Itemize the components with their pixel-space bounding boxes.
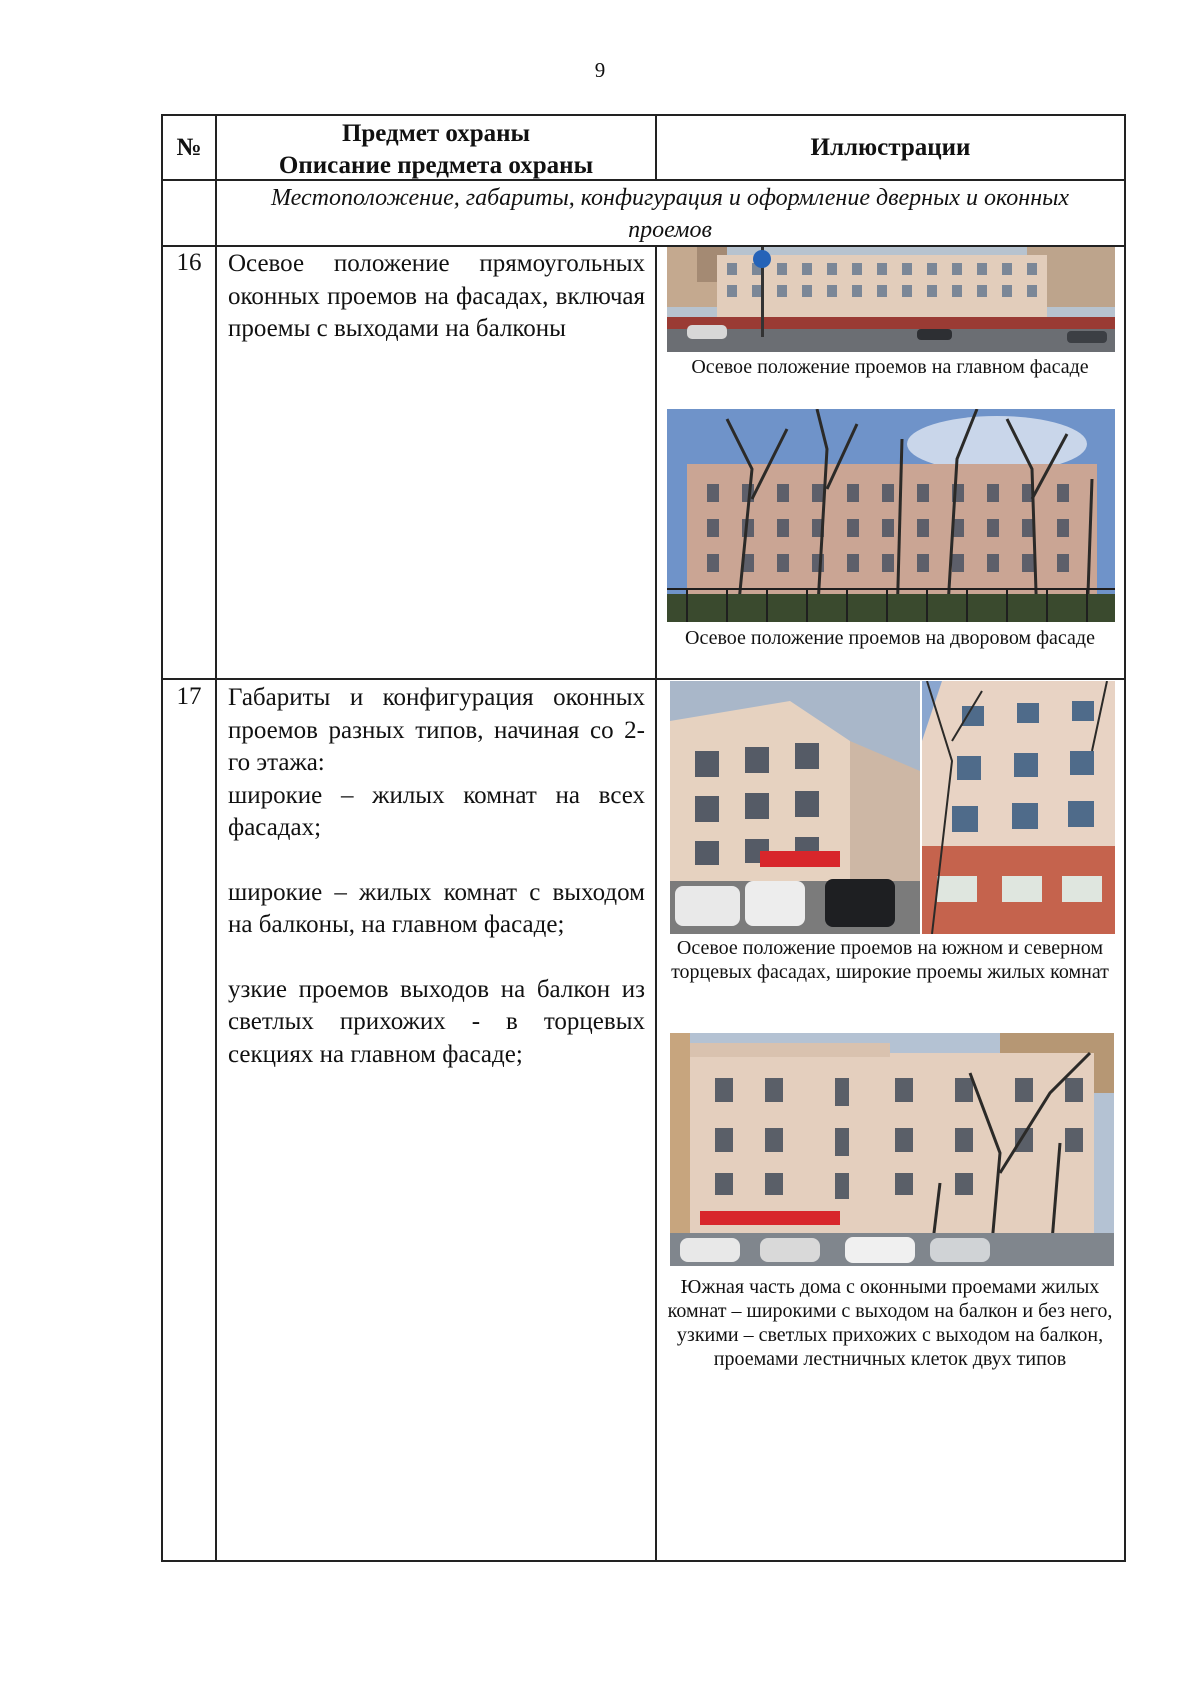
row-17-caption-1: Осевое положение проемов на южном и северном торцевых фасадах, широкие проемы жилых комнат bbox=[671, 937, 1109, 983]
header-number: № bbox=[176, 134, 202, 161]
south-part-photo bbox=[670, 1033, 1114, 1266]
main-facade-photo bbox=[667, 247, 1115, 352]
header-subject-line1: Предмет охраны bbox=[341, 120, 531, 147]
north-end-facade-photo bbox=[922, 681, 1115, 934]
header-subject-line2: Описание предмета охраны bbox=[278, 152, 594, 179]
row-16-number: 16 bbox=[176, 249, 202, 276]
row-17-number: 17 bbox=[176, 683, 202, 710]
row-16-caption-1: Осевое положение проемов на главном фасаде bbox=[691, 356, 1089, 378]
page-number: 9 bbox=[594, 58, 606, 82]
row-17-paragraph-1: Габариты и конфигурация оконных проемов разных типов, начиная со 2-го этажа: bbox=[228, 684, 645, 776]
courtyard-facade-photo bbox=[667, 409, 1115, 622]
header-subject bbox=[217, 118, 655, 182]
row-17-description bbox=[217, 682, 655, 1071]
header-illustrations: Иллюстрации bbox=[810, 134, 971, 161]
row-17-caption-2: Южная часть дома с оконными проемами жилых комнат – широкими с выходом на балкон и без него, узкими – светлых прихожих с выходом на балкон, проемами лестничных клеток двух типов bbox=[667, 1276, 1113, 1370]
south-end-facade-photo bbox=[670, 681, 920, 934]
row-16-description: Осевое положение прямоугольных оконных проемов на фасадах, включая проемы с выходами на балконы bbox=[228, 250, 645, 342]
row-17-paragraph-4: узкие проемов выходов на балкон из светлых прихожих - в торцевых секциях на главном фасаде; bbox=[228, 975, 645, 1068]
section-title: Местоположение, габариты, конфигурация и оформление дверных и оконных проемов bbox=[270, 185, 1070, 243]
row-17-paragraph-2: широкие – жилых комнат на всех фасадах; bbox=[228, 781, 645, 841]
row-17-paragraph-3: широкие – жилых комнат с выходом на балконы, на главном фасаде; bbox=[228, 878, 645, 938]
row-16-caption-2: Осевое положение проемов на дворовом фасаде bbox=[685, 627, 1095, 649]
